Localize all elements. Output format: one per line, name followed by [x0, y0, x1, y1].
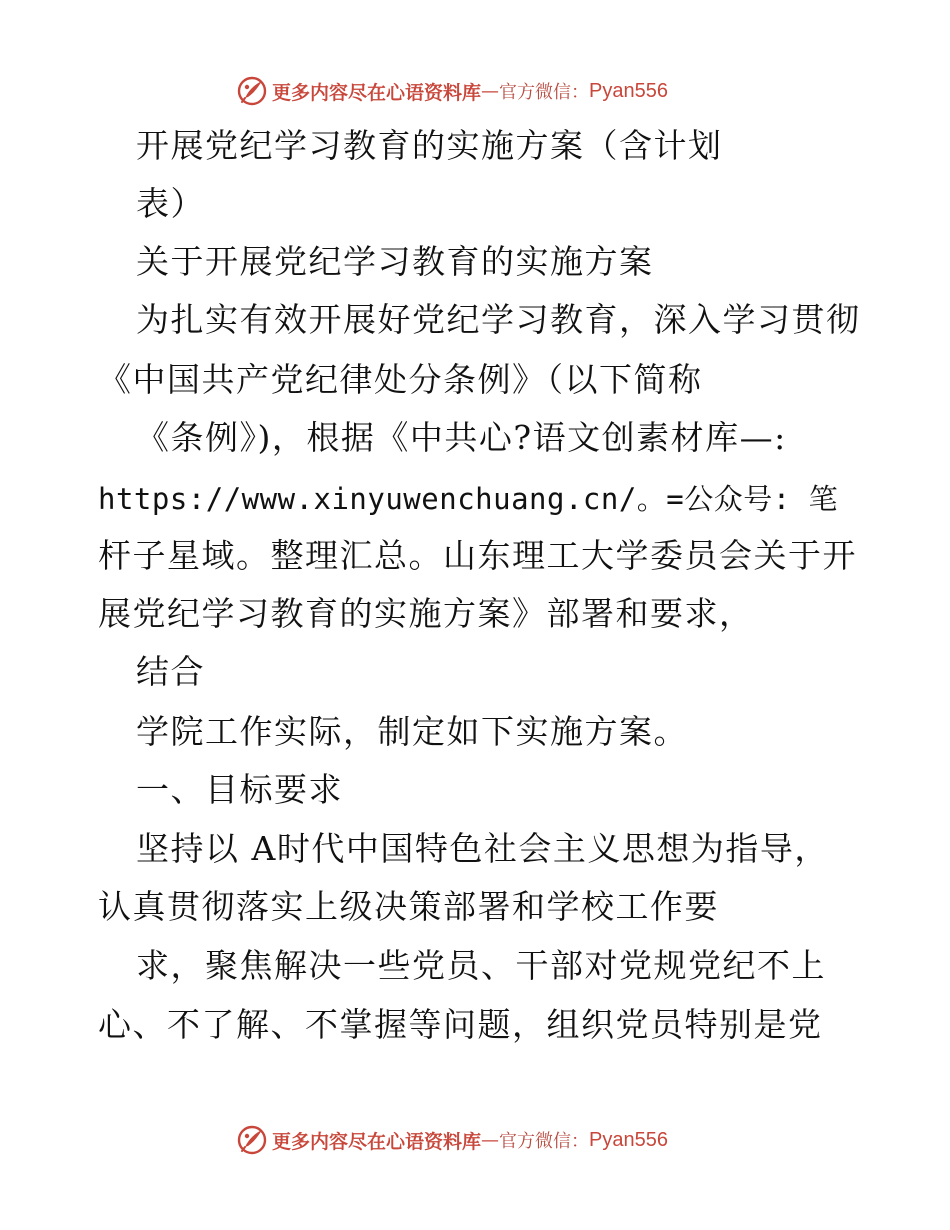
paragraph-line: 展党纪学习教育的实施方案》部署和要求，	[98, 594, 754, 633]
paragraph-line: 《中国共产党纪律处分条例》（以下简称	[98, 360, 703, 399]
paragraph-line: 杆子星域。整理汇总。山东理工大学委员会关于开	[98, 536, 857, 575]
document-subtitle: 关于开展党纪学习教育的实施方案	[136, 242, 654, 281]
watermark-wechat-label: 官方微信：	[499, 1131, 590, 1152]
watermark-wechat-id: Pyan556	[589, 79, 668, 102]
watermark-header	[236, 74, 668, 108]
paragraph-line: 坚持以 A时代中国特色社会主义思想为指导，	[136, 829, 829, 868]
paragraph-line: 结合	[136, 652, 205, 691]
watermark-separator: —	[481, 1129, 500, 1151]
paragraph-line: 求，聚焦解决一些党员、干部对党规党纪不上	[136, 946, 826, 985]
paragraph-line-url: https://www.xinyuwenchuang.cn/。=公众号: 笔	[98, 482, 839, 516]
paragraph-line: 学院工作实际，制定如下实施方案。	[136, 712, 688, 751]
paragraph-line: 心、不了解、不掌握等问题，组织党员特别是党	[98, 1005, 823, 1044]
watermark-footer	[236, 1123, 668, 1157]
watermark-separator: —	[481, 80, 500, 102]
watermark-main-text: 更多内容尽在心语资料库	[272, 1130, 482, 1153]
quill-pen-logo-icon	[236, 75, 268, 107]
paragraph-line: 认真贯彻落实上级决策部署和学校工作要	[98, 887, 719, 926]
watermark-wechat-id: Pyan556	[589, 1128, 668, 1151]
watermark-wechat-label: 官方微信：	[499, 82, 590, 103]
quill-pen-logo-icon	[236, 1124, 268, 1156]
section-heading: 一、目标要求	[136, 770, 343, 809]
document-title-line-1: 开展党纪学习教育的实施方案（含计划	[136, 126, 723, 165]
paragraph-line: 《条例》)，根据《中共心?语文创素材库—:	[136, 418, 787, 457]
paragraph-line: 为扎实有效开展好党纪学习教育，深入学习贯彻	[136, 300, 861, 339]
watermark-main-text: 更多内容尽在心语资料库	[272, 81, 482, 104]
document-title-line-2: 表）	[136, 184, 205, 223]
